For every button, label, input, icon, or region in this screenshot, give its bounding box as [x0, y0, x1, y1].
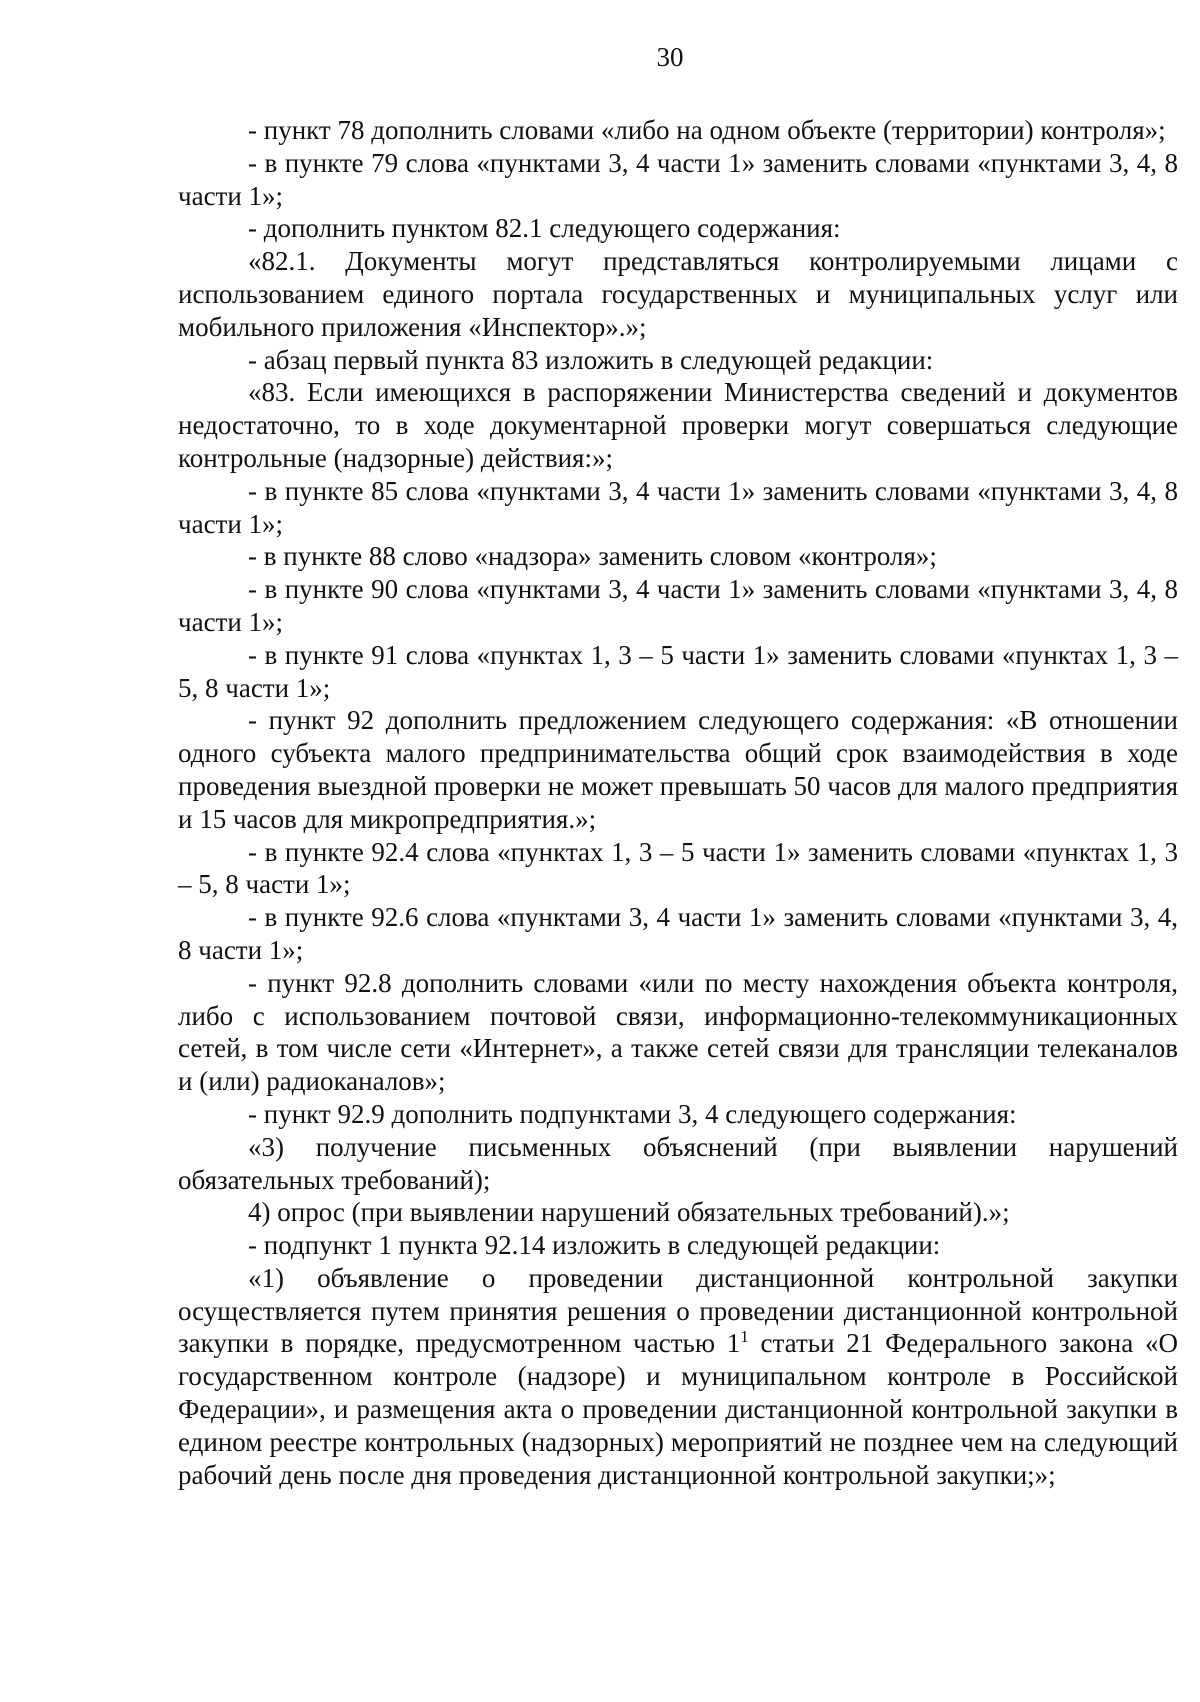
paragraph: - пункт 78 дополнить словами «либо на одном объекте (территории) контроля»; — [248, 115, 1166, 145]
paragraph: - пункт 92.8 дополнить словами «или по месту нахождения объекта контроля, либо с использованием почтовой связи, информационно-телекоммуникационных сетей, в том числе сети «Интернет», а также сетей связи для трансляции телеканалов и (или) радиоканалов»; — [178, 967, 1178, 1097]
paragraph: - дополнить пунктом 82.1 следующего содержания: — [248, 213, 841, 244]
paragraph: - в пункте 91 слова «пунктах 1, 3 – 5 части 1» заменить словами «пунктах 1, 3 – 5, 8 части 1»; — [178, 639, 1178, 703]
paragraph: - в пункте 92.4 слова «пунктах 1, 3 – 5 части 1» заменить словами «пунктах 1, 3 – 5, 8 части 1»; — [178, 836, 1178, 900]
paragraph: 4) опрос (при выявлении нарушений обязательных требований).»; — [248, 1197, 1010, 1228]
text-run: статьи 21 Федерального закона «О государственном контроле (надзоре) и муниципальном контроле в Российской Федерации», и размещения акта о проведении дистанционной контрольной закупки в едином реестре контрольных (надзорных) мероприятий не позднее чем на следующий рабочий день после дня проведения дистанционной контрольной закупки;»; — [178, 1328, 1178, 1490]
paragraph: - в пункте 79 слова «пунктами 3, 4 части 1» заменить словами «пунктами 3, 4, 8 части 1»; — [178, 147, 1178, 211]
paragraph: - абзац первый пункта 83 изложить в следующей редакции: — [248, 344, 934, 375]
text-run: «1) объявление о проведении дистанционной контрольной закупки осуществляется путем принятия решения о проведении дистанционной контрольной закупки в порядке, предусмотренном частью 1 — [178, 1262, 1178, 1359]
paragraph: - в пункте 90 слова «пунктами 3, 4 части 1» заменить словами «пунктами 3, 4, 8 части 1»; — [178, 574, 1178, 637]
document-body — [178, 114, 1178, 1491]
paragraph: - подпункт 1 пункта 92.14 изложить в следующей редакции: — [248, 1230, 941, 1261]
paragraph: - в пункте 85 слова «пунктами 3, 4 части 1» заменить словами «пунктами 3, 4, 8 части 1»; — [178, 475, 1178, 539]
paragraph: - в пункте 88 слово «надзора» заменить словом «контроля»; — [248, 541, 937, 572]
paragraph: - в пункте 92.6 слова «пунктами 3, 4 части 1» заменить словами «пунктами 3, 4, 8 части 1»; — [178, 902, 1178, 965]
paragraph-with-superscript — [178, 1262, 1178, 1492]
paragraph: - пункт 92 дополнить предложением следующего содержания: «В отношении одного субъекта малого предпринимательства общий срок взаимодействия в ходе проведения выездной проверки не может превышать 50 часов для малого предприятия и 15 часов для микропредприятия.»; — [178, 705, 1178, 834]
paragraph: «82.1. Документы могут представляться контролируемыми лицами с использованием единого портала государственных и муниципальных услуг или мобильного приложения «Инспектор».»; — [178, 246, 1178, 342]
paragraph: - пункт 92.9 дополнить подпунктами 3, 4 следующего содержания: — [248, 1098, 1017, 1129]
paragraph: «3) получение письменных объяснений (при выявлении нарушений обязательных требований); — [178, 1131, 1178, 1195]
paragraph: «83. Если имеющихся в распоряжении Министерства сведений и документов недостаточно, то в ходе документарной проверки могут совершаться следующие контрольные (надзорные) действия:»; — [178, 377, 1178, 473]
superscript: 1 — [740, 1327, 749, 1347]
page-number: 30 — [656, 42, 684, 72]
